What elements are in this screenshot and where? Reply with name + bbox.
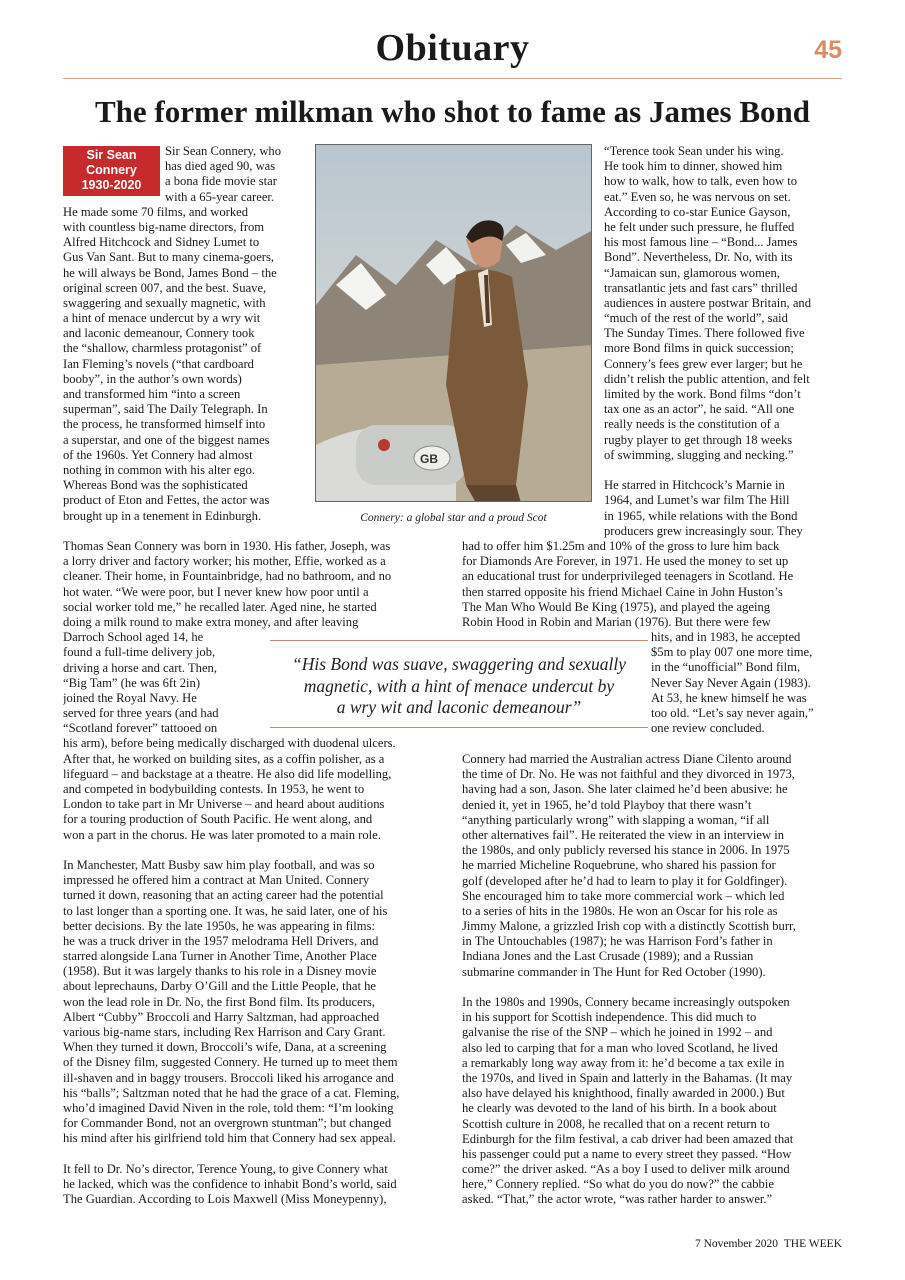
text-line: of the Disney film, suggested Connery. He turned up to meet them <box>63 1055 398 1070</box>
text-line: When they turned it down, Broccoli’s wife, Dana, at a screening <box>63 1040 387 1055</box>
text-line: with countless big-name directors, from <box>63 219 265 234</box>
text-line: found a full-time delivery job, <box>63 645 216 660</box>
text-line: a lorry driver and factory worker; his mother, Effie, worked as a <box>63 554 386 569</box>
text-line: “anything particularly wrong” with slapping a woman, “if all <box>462 812 770 827</box>
text-line: about leprechauns, Darby O’Gill and the Little People, that he <box>63 979 376 994</box>
text-line: one review concluded. <box>651 721 765 736</box>
text-line: also led to carping that for a man who loved Scotland, he lived <box>462 1040 778 1055</box>
pull-quote-line: magnetic, with a hint of menace undercut by <box>303 675 615 696</box>
text-line <box>604 463 844 478</box>
text-line: galvanise the rise of the SNP – which he joined in 1992 – and <box>462 1025 773 1040</box>
text-line: Jimmy Malone, a grizzled Irish cop with a distinctly Scottish burr, <box>462 919 796 934</box>
text-line: audiences in austere postwar Britain, and <box>604 295 812 310</box>
text-line: ill-shaven and in baggy trousers. Broccoli liked his arrogance and <box>63 1070 394 1085</box>
text-line: original screen 007, and the best. Suave, <box>63 280 267 295</box>
text-line: The Man Who Would Be King (1975), and played the ageing <box>462 599 771 614</box>
text-line: The Guardian. According to Lois Maxwell (Miss Moneypenny), <box>63 1192 387 1207</box>
text-line: eat.” Even so, he was nervous on set. <box>604 189 791 204</box>
text-line: he lacked, which was the confidence to inhabit Bond’s world, said <box>63 1176 397 1191</box>
badge-name-line1: Sir Sean <box>86 148 137 162</box>
text-line: It fell to Dr. No’s director, Terence Young, to give Connery what <box>63 1161 388 1176</box>
text-line: a hint of menace undercut by a wry wit <box>63 311 261 326</box>
text-line: “much of the rest of the world”, said <box>604 311 788 326</box>
text-line: too old. “Let’s say never again,” <box>651 705 814 720</box>
text-line: to a series of hits in the 1980s. He won an Oscar for his role as <box>462 903 778 918</box>
text-line: won the lead role in Dr. No, the first Bond film. Its producers, <box>63 994 375 1009</box>
text-line: golf (developed after he’d had to learn to play it for Goldfinger). <box>462 873 788 888</box>
right-column-a <box>462 539 844 630</box>
text-line: Whereas Bond was the sophisticated <box>63 478 248 493</box>
text-line: joined the Royal Navy. He <box>63 690 197 705</box>
text-line: impressed he offered him a contract at Man United. Connery <box>63 873 370 888</box>
text-line: In Manchester, Matt Busby saw him play football, and was so <box>63 857 375 872</box>
text-line: and competed in bodybuilding contests. In 1953, he went to <box>63 782 365 796</box>
text-line: for Diamonds Are Forever, in 1971. He used the money to set up <box>462 554 789 569</box>
pull-quote-rule-bottom <box>270 727 648 728</box>
portrait-illustration <box>316 145 592 502</box>
text-line: Sir Sean Connery, who <box>165 144 282 158</box>
headline: The former milkman who shot to fame as James Bond <box>95 94 810 129</box>
text-line: superman”, said The Daily Telegraph. In <box>63 402 268 417</box>
text-line: Bond”. Nevertheless, Dr. No, with its <box>604 250 793 265</box>
text-line: in The Untouchables (1987); he was Harrison Ford’s father in <box>462 934 773 949</box>
text-line: He starred in Hitchcock’s Marnie in <box>604 478 785 493</box>
text-line: really needs is the constitution of a <box>604 417 780 432</box>
text-line: the 1980s, and only publicly reversed his stance in 2006. In 1975 <box>462 843 790 858</box>
text-line <box>63 843 451 858</box>
text-line: After that, he worked on building sites, as a coffin polisher, as a <box>63 751 385 766</box>
badge-name-line2: Connery <box>86 163 137 177</box>
text-line: tax one as an actor”, he said. “All one <box>604 402 795 417</box>
text-line: to last longer than a sporting one. It was, he said later, one of his <box>63 903 388 918</box>
text-line: other alternatives fail”. He reiterated the view in an interview in <box>462 827 785 842</box>
text-line: starred alongside Lana Turner in Another Time, Another Place <box>63 949 377 964</box>
text-line: producers grew increasingly sour. They <box>604 523 803 538</box>
text-line: an educational trust for underprivileged teenagers in Scotland. He <box>462 569 794 584</box>
text-line: driving a horse and cart. Then, <box>63 660 217 675</box>
text-line: “Terence took Sean under his wing. <box>604 144 784 158</box>
text-line: “Jamaican sun, glamorous women, <box>604 265 780 280</box>
text-line: brought up in a tenement in Edinburgh. <box>63 508 262 523</box>
text-line: hot water. “We were poor, but I never knew how poor until a <box>63 584 369 599</box>
text-line: hits, and in 1983, he accepted <box>651 630 801 644</box>
section-title: Obituary <box>375 27 530 69</box>
text-line: a remarkably long way away from it: he’d become a tax exile in <box>462 1055 785 1070</box>
text-line: of swimming, slugging and necking.” <box>604 447 794 462</box>
pull-quote-line: “His Bond was suave, swaggering and sexually <box>292 654 626 674</box>
text-line: a bona fide movie star <box>165 174 277 189</box>
text-line: he was a truck driver in the 1957 melodrama Hell Drivers, and <box>63 933 379 948</box>
text-line: his “balls”; Saltzman noted that he had the grace of a cat. Fleming, <box>63 1085 400 1100</box>
text-line: Edinburgh for the film festival, a cab driver had been amazed that <box>462 1131 794 1146</box>
text-line: Alfred Hitchcock and Sidney Lumet to <box>63 235 260 250</box>
text-line: lifeguard – and backstage at a theatre. He also did life modelling, <box>63 766 392 781</box>
text-line: turned it down, reasoning that an acting career had the potential <box>63 888 384 903</box>
text-line: in 1965, while relations with the Bond <box>604 508 798 523</box>
text-line: his mind after his girlfriend told him that Connery had sex appeal. <box>63 1131 396 1146</box>
text-line: She encouraged him to take more commercial work – which led <box>462 888 785 903</box>
text-line: Scottish culture in 2008, he recalled that on a recent return to <box>462 1116 770 1131</box>
text-line: asked. “That,” the actor wrote, “was rather harder to answer.” <box>462 1192 773 1207</box>
text-line: in his support for Scottish independence. This did much to <box>462 1010 757 1025</box>
text-line: “Scotland forever” tattooed on <box>63 721 218 736</box>
text-line: At 53, he knew himself he was <box>651 690 807 705</box>
text-line: According to co-star Eunice Gayson, <box>604 204 791 219</box>
text-line: cleaner. Their home, in Fountainbridge, had no bathroom, and no <box>63 569 392 584</box>
text-line: In the 1980s and 1990s, Connery became increasingly outspoken <box>462 995 790 1009</box>
text-line: served for three years (and had <box>63 706 219 721</box>
footer <box>695 1238 842 1250</box>
text-line: doing a milk round to make extra money, and after leaving <box>63 614 359 629</box>
text-line: swaggering and sexually magnetic, with <box>63 295 266 310</box>
text-line: won a part in the chorus. He was later promoted to a main role. <box>63 827 381 842</box>
text-line: Never Say Never Again (1983). <box>651 675 811 690</box>
footer-publication: THE WEEK <box>783 1238 842 1250</box>
badge-years: 1930-2020 <box>81 178 142 192</box>
text-line: who’d imagined David Niven in the role, told them: “I’m looking <box>63 1100 394 1115</box>
text-line: of the 1960s. Yet Connery had almost <box>63 447 253 462</box>
text-line: having had a son, Jason. She later claimed he’d been abusive: he <box>462 782 788 797</box>
text-line: has died aged 90, was <box>165 159 276 174</box>
text-line: the process, he transformed himself into <box>63 417 266 432</box>
text-line: more Bond films in quick succession; <box>604 341 794 356</box>
text-line: $5m to play 007 one more time, <box>651 645 813 660</box>
col1-intro <box>63 144 308 524</box>
text-line <box>63 1147 451 1162</box>
text-line: Connery’s fees grew ever larger; but he <box>604 356 803 371</box>
text-line: various big-name stars, including Rex Harrison and Cary Grant. <box>63 1025 386 1039</box>
text-line: 1964, and Lumet’s war film The Hill <box>604 493 790 508</box>
text-line: Thomas Sean Connery was born in 1930. His father, Joseph, was <box>63 539 391 553</box>
text-line: Albert “Cubby” Broccoli and Harry Saltzman, had approached <box>63 1009 380 1024</box>
text-line: had to offer him $1.25m and 10% of the gross to lure him back <box>462 539 780 553</box>
photo-caption: Connery: a global star and a proud Scot <box>360 512 547 524</box>
pull-quote <box>270 654 648 719</box>
text-line: didn’t relish the public attention, and felt <box>604 371 810 386</box>
text-line: (1958). But it was largely thanks to his role in a Disney movie <box>63 964 377 979</box>
text-line: Gus Van Sant. But to many cinema-goers, <box>63 250 275 265</box>
text-line: how to walk, how to talk, even how to <box>604 174 798 189</box>
pull-quote-rule-top <box>270 640 648 641</box>
text-line: nothing in common with his alter ego. <box>63 462 256 477</box>
text-line <box>462 980 844 995</box>
text-line: in the “unofficial” Bond film, <box>651 660 801 675</box>
text-line: transatlantic jets and fast cars” thrilled <box>604 280 798 295</box>
footer-date: 7 November 2020 <box>694 1238 779 1250</box>
text-line: come?” the driver asked. “As a boy I used to deliver milk around <box>462 1162 790 1177</box>
text-line: He took him to dinner, showed him <box>604 159 783 174</box>
text-line: “Big Tam” (he was 6ft 2in) <box>63 675 201 690</box>
text-line: better decisions. By the late 1950s, he was appearing in films: <box>63 918 375 933</box>
text-line: he felt under such pressure, he fluffed <box>604 219 795 234</box>
text-line: product of Eton and Fettes, the actor was <box>63 493 270 508</box>
text-line: the 1970s, and lived in Spain and latterly in the Bahamas. (It may <box>462 1070 793 1085</box>
text-line: Connery had married the Australian actress Diane Cilento around <box>462 752 792 766</box>
text-line: limited by the work. Bond films “don’t <box>604 387 801 401</box>
text-line: social worker told me,” he recalled later. Aged nine, he started <box>63 599 377 614</box>
text-line: the “shallow, charmless protagonist” of <box>63 341 262 356</box>
text-line: he clearly was devoted to the land of his birth. In a book about <box>462 1101 777 1116</box>
text-line: The Sunday Times. There followed five <box>604 326 805 341</box>
text-line: the time of Dr. No. He was not faithful and they divorced in 1973, <box>462 767 795 782</box>
text-line: for a touring production of South Pacific. He went along, and <box>63 812 373 827</box>
text-line: his arm), before being medically discharged with duodenal ulcers. <box>63 736 396 751</box>
text-line: also have delayed his knighthood, finally awarded in 2000.) But <box>462 1086 785 1101</box>
text-line: a superstar, and one of the biggest names <box>63 432 270 447</box>
text-line: rugby player to get through 18 weeks <box>604 432 793 447</box>
car-badge: GB <box>420 452 438 466</box>
text-line: He made some 70 films, and worked <box>63 204 249 219</box>
right-column-b <box>651 630 844 736</box>
page-number: 45 <box>814 36 842 64</box>
text-line: Robin Hood in Robin and Marian (1976). But there were few <box>462 614 771 629</box>
text-line: and transformed him “into a screen <box>63 387 241 401</box>
text-line: and laconic demeanour, Connery took <box>63 326 255 341</box>
text-line: here,” Connery replied. “So what do you do now?” the cabbie <box>462 1177 774 1192</box>
col3-top <box>604 144 844 539</box>
text-line: denied it, yet in 1965, he’d told Playboy that there wasn’t <box>462 797 752 812</box>
text-line: London to take part in Mr Universe – and heard about auditions <box>63 797 385 812</box>
connery-photo <box>315 144 592 502</box>
text-line: his passenger could put a name to every street they passed. “How <box>462 1146 792 1161</box>
text-line: his most famous line – “Bond... James <box>604 235 798 250</box>
header-rule <box>63 78 842 79</box>
text-line: for Commander Bond, not an overgrown stuntman”; but changed <box>63 1116 392 1131</box>
text-line: he married Micheline Roquebrune, who shared his passion for <box>462 858 776 873</box>
text-line: Indiana Jones and the Last Crusade (1989); and a Russian <box>462 949 754 964</box>
pull-quote-line: a wry wit and laconic demeanour” <box>336 697 582 717</box>
text-line: Ian Fleming’s novels (“that cardboard <box>63 356 254 371</box>
text-line: then starred opposite his friend Michael Caine in John Huston’s <box>462 584 783 599</box>
right-column-bottom <box>462 752 844 1208</box>
text-line: submarine commander in The Hunt for Red October (1990). <box>462 964 766 979</box>
text-line: with a 65-year career. <box>165 189 275 204</box>
text-line: booby”, in the author’s own words) <box>63 371 242 386</box>
text-line: he will always be Bond, James Bond – the <box>63 265 277 280</box>
text-line: Darroch School aged 14, he <box>63 630 204 645</box>
